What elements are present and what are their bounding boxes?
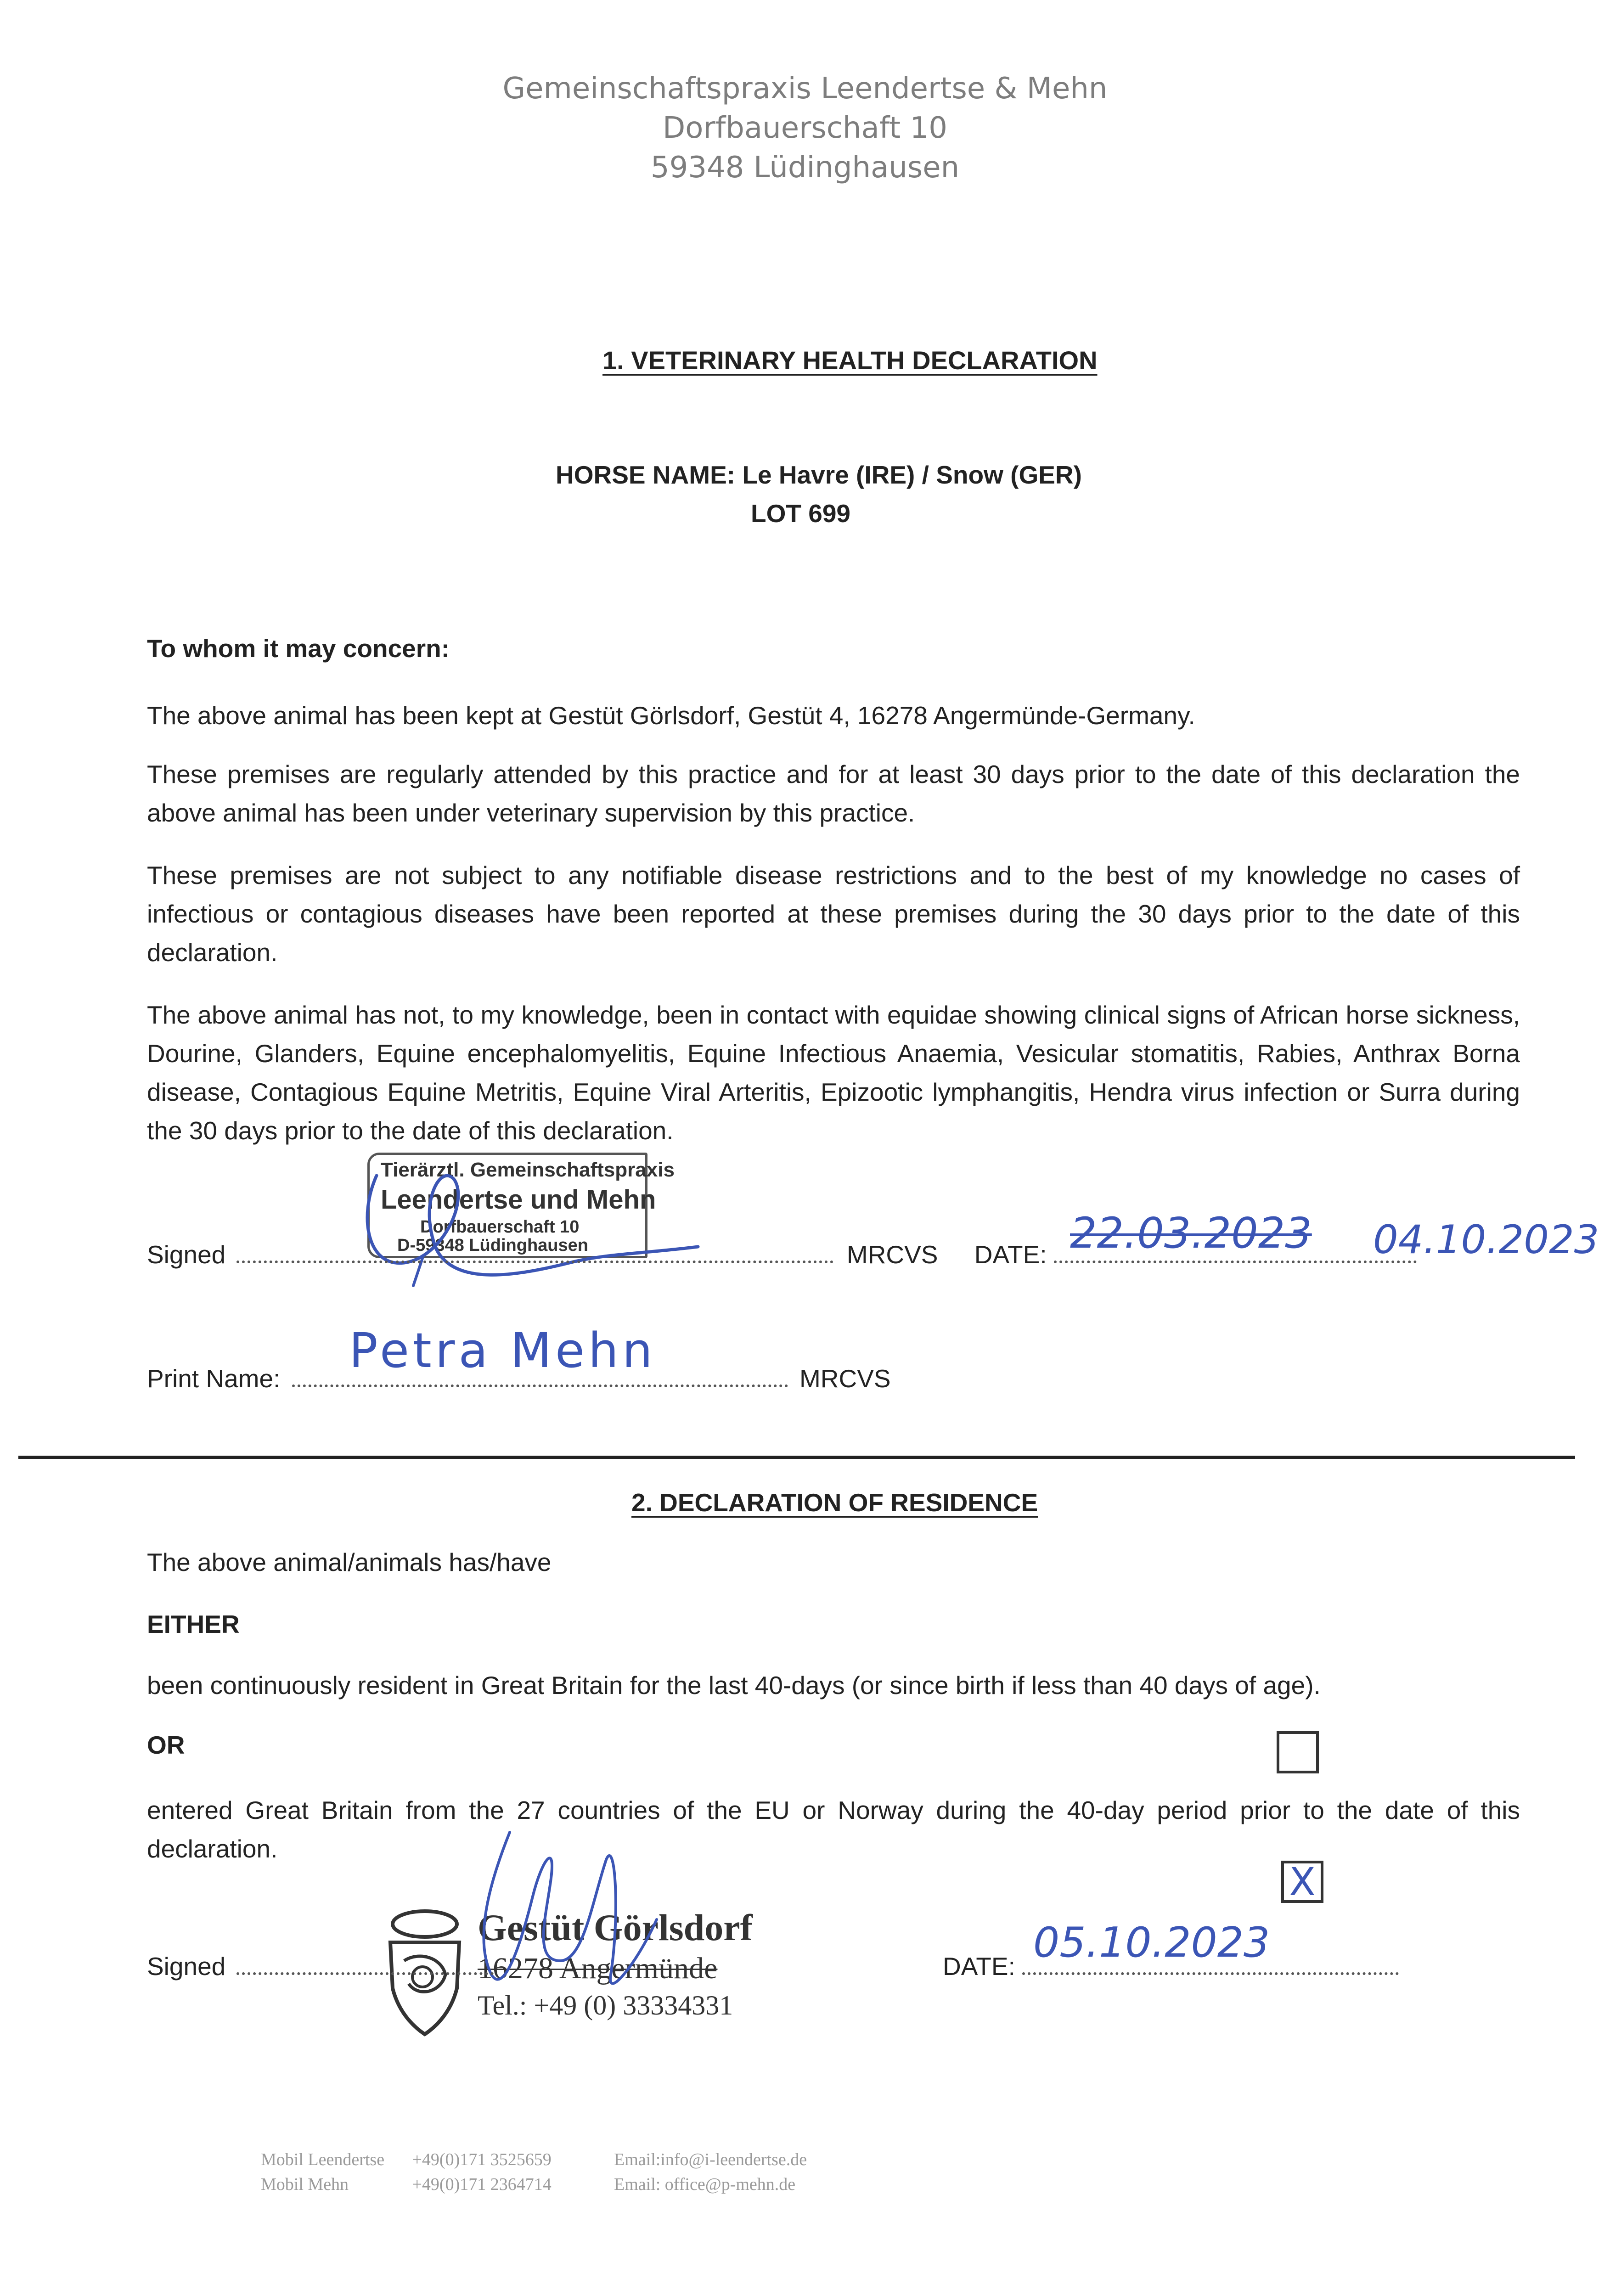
letterhead-practice: Gemeinschaftspraxis Leendertse & Mehn <box>502 72 1108 106</box>
stamp-line4: D-59348 Lüdinghausen <box>397 1236 588 1255</box>
letterhead-street: Dorfbauerschaft 10 <box>663 111 947 145</box>
footer-row2-label: Mobil Mehn <box>261 2175 349 2194</box>
option-entered-from-eu: entered Great Britain from the 27 countries of the EU or Norway during the 40-day period prior to the date of this declaration. <box>147 1796 1520 1863</box>
signed-label: Signed <box>147 1240 226 1269</box>
section1-title: 1. VETERINARY HEALTH DECLARATION <box>602 346 1098 375</box>
stamp-line3: Dorfbauerschaft 10 <box>420 1217 580 1237</box>
footer-row2-email[interactable]: Email: office@p-mehn.de <box>614 2175 796 2194</box>
signature-line <box>236 1251 833 1263</box>
or-label: OR <box>147 1731 185 1759</box>
section2-title: 2. DECLARATION OF RESIDENCE <box>631 1488 1038 1517</box>
footer <box>261 2147 807 2197</box>
checkbox-entered-from-eu[interactable]: X <box>1281 1861 1323 1903</box>
stud-stamp-name: Gestüt Görlsdorf <box>478 1907 753 1948</box>
signature-line-2 <box>236 1963 494 1975</box>
either-label: EITHER <box>147 1610 240 1638</box>
checkbox-continuous-residence[interactable] <box>1277 1731 1319 1773</box>
stamp-line2: Leendertse und Mehn <box>381 1185 656 1215</box>
print-name-mrcvs: MRCVS <box>799 1364 891 1393</box>
footer-row1-label: Mobil Leendertse <box>261 2150 385 2169</box>
salutation: To whom it may concern: <box>147 634 450 663</box>
section-divider <box>18 1456 1575 1459</box>
footer-row1-email[interactable]: Email:info@i-leendertse.de <box>614 2150 807 2169</box>
stamp-line1: Tierärztl. Gemeinschaftspraxis <box>381 1159 675 1181</box>
letterhead <box>0 69 1610 187</box>
footer-row2-phone: +49(0)171 2364714 <box>412 2175 552 2194</box>
lot-number: LOT 699 <box>751 499 851 528</box>
residence-intro: The above animal/animals has/have <box>147 1548 552 1576</box>
date-label-2: DATE: <box>943 1952 1015 1981</box>
paragraph-no-restrictions: These premises are not subject to any notifiable disease restrictions and to the best of my knowledge no cases of infectious or contagious diseases have been reported at these premises during the 30 days prior to the date of this declaration. <box>147 861 1520 967</box>
stud-signature-scribble <box>441 1823 698 2016</box>
date-label: DATE: <box>974 1240 1047 1269</box>
paragraph-kept-at: The above animal has been kept at Gestüt Görlsdorf, Gestüt 4, 16278 Angermünde-Germany. <box>147 701 1195 730</box>
stud-stamp-city: 16278 Angermünde <box>478 1952 718 1985</box>
stud-stamp-phone: Tel.: +49 (0) 33334331 <box>478 1990 733 2020</box>
vet-signature-scribble <box>349 1148 716 1295</box>
paragraph-supervision: These premises are regularly attended by this practice and for at least 30 days prior to the date of this declaration the above animal has been under veterinary supervision by this practice. <box>147 760 1520 827</box>
date-handwritten-2: 05.10.2023 <box>1033 1919 1270 1967</box>
print-name-label: Print Name: <box>147 1364 281 1393</box>
option-continuous-residence: been continuously resident in Great Britain for the last 40-days (or since birth if less than 40 days of age). <box>147 1671 1321 1699</box>
date-struck-through: 22.03.2023 <box>1070 1209 1312 1258</box>
signed-label-2: Signed <box>147 1952 226 1981</box>
date-handwritten: 04.10.2023 <box>1373 1217 1599 1263</box>
signed-row-stud <box>147 1952 494 1981</box>
print-name-handwritten: Petra Mehn <box>349 1322 656 1379</box>
paragraph-no-contact: The above animal has not, to my knowledge, been in contact with equidae showing clinical signs of African horse sickness, Dourine, Glanders, Equine encephalomyelitis, Equine Infectious Anaemia, Vesicular stomatitis, Rabies, Anthrax Borna disease, Contagious Equine Metritis, Equine Viral Arteritis, Epizootic lymphangitis, Hendra virus infection or Surra during the 30 days prior to the date of this declaration. <box>147 1001 1520 1145</box>
horse-name: HORSE NAME: Le Havre (IRE) / Snow (GER) <box>556 461 1082 489</box>
signed-mrcvs: MRCVS <box>846 1240 938 1269</box>
footer-row1-phone: +49(0)171 3525659 <box>412 2150 552 2169</box>
letterhead-city: 59348 Lüdinghausen <box>650 151 960 185</box>
